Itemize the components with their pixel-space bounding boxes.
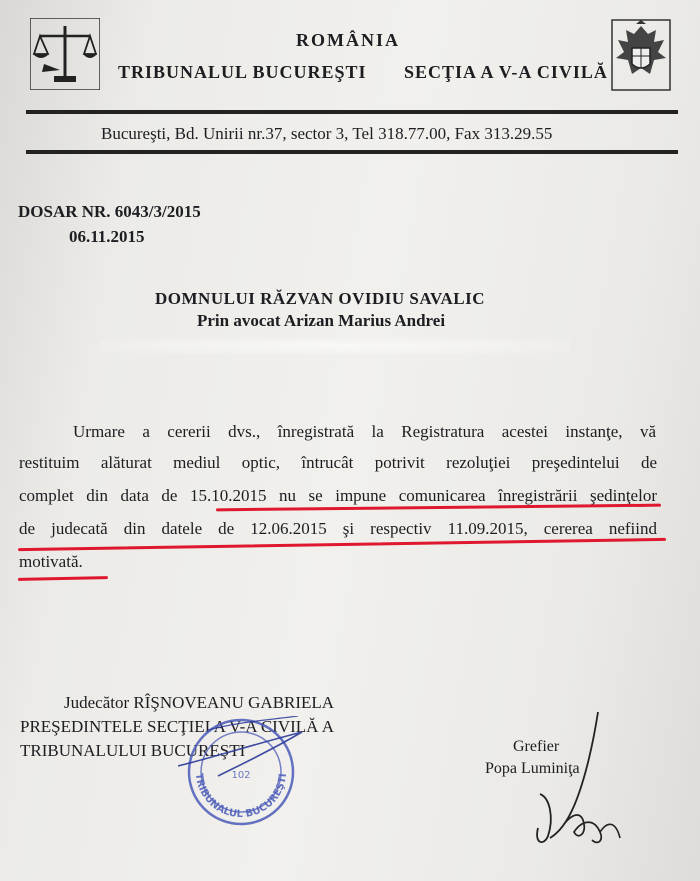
clerk-signature bbox=[520, 708, 630, 858]
body-line-2: restituim alăturat mediul optic, întrucât potrivit rezoluţiei preşedintelui de bbox=[19, 453, 657, 472]
header-divider-top bbox=[26, 110, 678, 114]
red-underline-2 bbox=[18, 538, 666, 551]
stamp-outer-text: TRIBUNALUL BUCUREŞTI bbox=[192, 772, 289, 821]
judge-title-line-2: TRIBUNALULUI BUCUREŞTI bbox=[20, 741, 246, 760]
addressee-via-lawyer: Prin avocat Arizan Marius Andrei bbox=[197, 311, 446, 330]
clerk-name: Popa Luminiţa bbox=[485, 760, 580, 777]
clerk-title: Grefier bbox=[513, 738, 560, 755]
redaction-smudge bbox=[100, 338, 570, 354]
coat-of-arms-icon bbox=[610, 18, 672, 92]
red-underline-3 bbox=[18, 576, 108, 581]
case-number: DOSAR NR. 6043/3/2015 bbox=[18, 202, 201, 221]
header-address: Bucureşti, Bd. Unirii nr.37, sector 3, Tel 318.77.00, Fax 313.29.55 bbox=[101, 124, 553, 143]
body-line-3: complet din data de 15.10.2015 nu se impune comunicarea înregistrării şedinţelor bbox=[19, 486, 657, 505]
header-country: ROMÂNIA bbox=[296, 30, 400, 50]
header-section-name: SECŢIA A V-A CIVILĂ bbox=[404, 62, 608, 82]
stamp-number: 102 bbox=[231, 770, 251, 781]
court-stamp bbox=[178, 716, 304, 826]
body-line-5: motivată. bbox=[19, 552, 83, 571]
judge-name: Judecător RÎŞNOVEANU GABRIELA bbox=[64, 693, 335, 712]
scales-of-justice-icon bbox=[30, 18, 100, 90]
header-court-name: TRIBUNALUL BUCUREŞTI bbox=[118, 62, 367, 82]
header-divider-bottom bbox=[26, 150, 678, 154]
case-date: 06.11.2015 bbox=[69, 227, 145, 246]
body-line-4: de judecată din datele de 12.06.2015 şi respectiv 11.09.2015, cererea nefiind bbox=[19, 519, 657, 538]
body-line-1: Urmare a cererii dvs., înregistrată la Registratura acestei instanţe, vă bbox=[73, 422, 656, 441]
judge-title-line-1: PREŞEDINTELE SECŢIEI A V-A CIVILĂ A bbox=[20, 717, 335, 736]
addressee-name: DOMNULUI RĂZVAN OVIDIU SAVALIC bbox=[155, 289, 486, 308]
